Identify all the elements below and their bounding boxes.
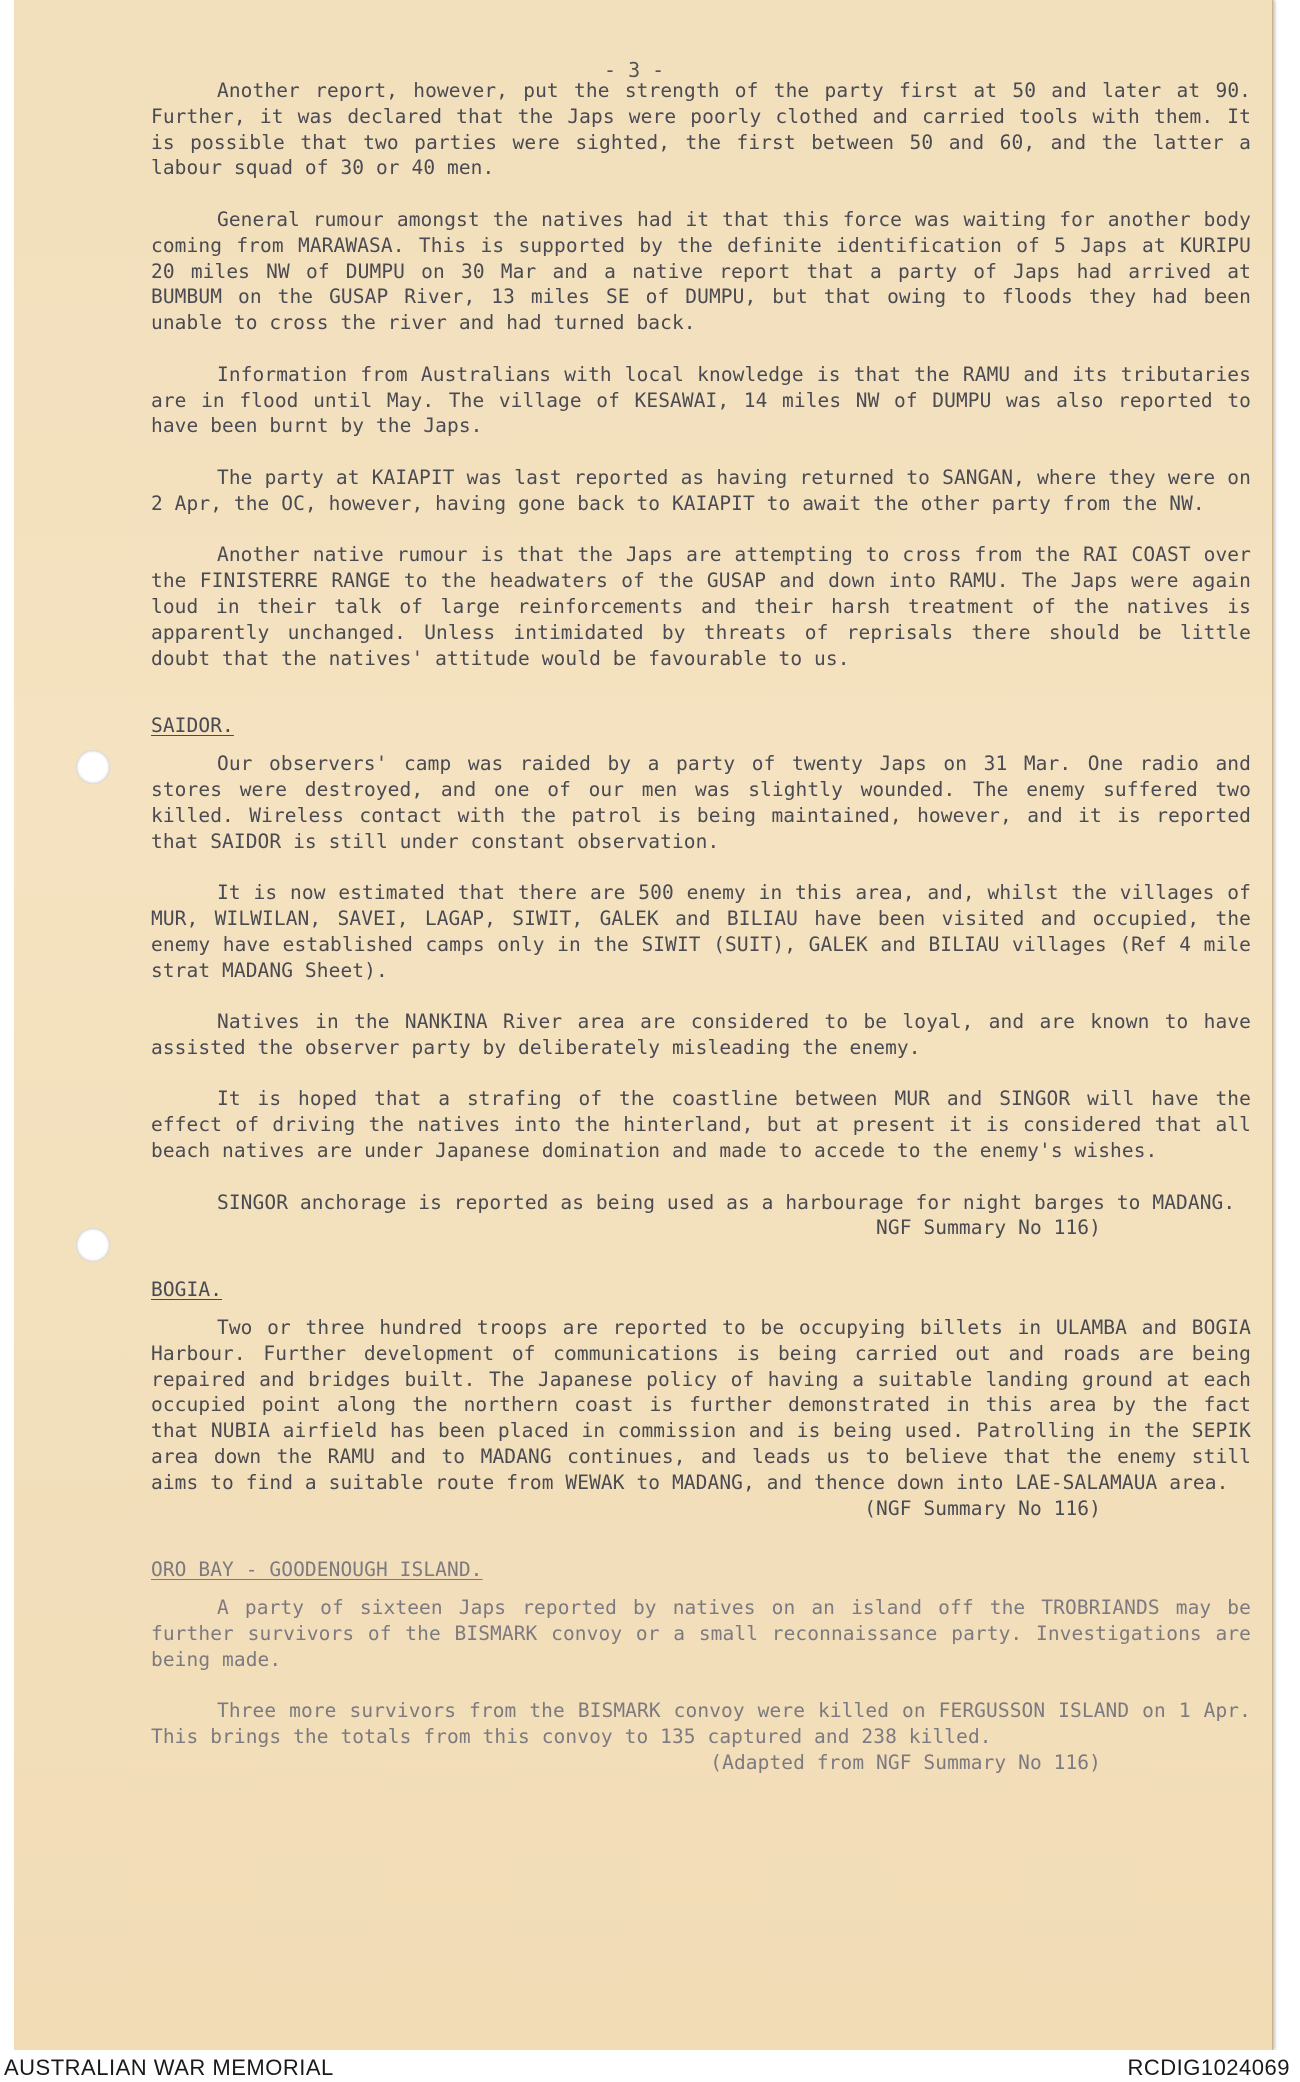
page-number: - 3 - xyxy=(604,58,665,82)
section-heading-saidor: SAIDOR. xyxy=(151,714,234,738)
paragraph-party-strength: Another report, however, put the strength of the party first at 50 and later at 90. Further, it was declared that the Japs were poorly clothed and carried tools with them. It is possible that two parties were sighted, the first between 50 and 60, and the latter a labour squad of 30 or 40 men. xyxy=(151,79,1251,180)
archive-name: AUSTRALIAN WAR MEMORIAL xyxy=(4,2055,334,2080)
paragraph-saidor-estimate: It is now estimated that there are 500 enemy in this area, and, whilst the villages of MUR, WILWILAN, SAVEI, LAGAP, SIWIT, GALEK and BILIAU have been visited and occupied, the enemy have established camps only in the SIWIT (SUIT), GALEK and BILIAU villages (Ref 4 mile strat MADANG Sheet). xyxy=(151,881,1251,982)
paragraph-general-rumour: General rumour amongst the natives had it that this force was waiting for another body coming from MARAWASA. This is supported by the definite identification of 5 Japs at KURIPU 20 miles NW of DUMPU on 30 Mar and a native report that a party of Japs had arrived at BUMBUM on the GUSAP River, 13 miles SE of DUMPU, but that owing to floods they had been unable to cross the river and had turned back. xyxy=(151,207,1251,335)
paragraph-saidor-raid: Our observers' camp was raided by a party of twenty Japs on 31 Mar. One radio and stores were destroyed, and one of our men was slightly wounded. The enemy suffered two killed. Wireless contact with the patrol is being maintained, however, and it is reported that SAIDOR is still under constant observation. xyxy=(151,752,1251,853)
punch-hole xyxy=(76,750,110,784)
paragraph-native-rumour: Another native rumour is that the Japs are attempting to cross from the RAI COAST over the FINISTERRE RANGE to the headwaters of the GUSAP and down into RAMU. The Japs were again loud in their talk of large reinforcements and their harsh treatment of the natives is apparently unchanged. Unless intimidated by threats of reprisals there should be little doubt that the natives' attitude would be favourable to us. xyxy=(151,543,1251,670)
document-body xyxy=(151,78,1251,1812)
section-bogia xyxy=(151,1277,1251,1521)
document-page xyxy=(14,0,1273,2050)
section-oro-bay xyxy=(151,1557,1251,1775)
paragraph-kaiapit-party: The party at KAIAPIT was last reported as having returned to SANGAN, where they were on 2 Apr, the OC, however, having gone back to KAIAPIT to await the other party from the NW. xyxy=(151,465,1251,515)
source-note-bogia: (NGF Summary No 116) xyxy=(864,1496,1101,1520)
paragraph-saidor-strafing: It is hoped that a strafing of the coastline between MUR and SINGOR will have the effect of driving the natives into the hinterland, but at present it is considered that all beach natives are under Japanese domination and made to accede to the enemy's wishes. xyxy=(151,1087,1251,1163)
archive-footer xyxy=(0,2050,1300,2082)
paragraph-oro-bay-survivors: Three more survivors from the BISMARK convoy were killed on FERGUSSON ISLAND on 1 Apr. This brings the totals from this convoy to 135 captured and 238 killed. xyxy=(151,1699,1251,1749)
section-heading-oro-bay: ORO BAY - GOODENOUGH ISLAND. xyxy=(151,1558,483,1582)
source-note-oro-bay: (Adapted from NGF Summary No 116) xyxy=(710,1751,1101,1775)
section-heading-bogia: BOGIA. xyxy=(151,1278,223,1302)
paragraph-saidor-nankina: Natives in the NANKINA River area are considered to be loyal, and are known to have assisted the observer party by deliberately misleading the enemy. xyxy=(151,1010,1251,1059)
paragraph-oro-bay-party: A party of sixteen Japs reported by natives on an island off the TROBRIANDS may be further survivors of the BISMARK convoy or a small reconnaissance party. Investigations are being made. xyxy=(151,1596,1251,1671)
paragraph-saidor-singor: SINGOR anchorage is reported as being used as a harbourage for night barges to MADANG. xyxy=(217,1190,1236,1214)
paragraph-ramu-flood: Information from Australians with local knowledge is that the RAMU and its tributaries are in flood until May. The village of KESAWAI, 14 miles NW of DUMPU was also reported to have been burnt by the Japs. xyxy=(151,362,1251,438)
section-saidor xyxy=(151,713,1251,1241)
source-note-saidor: NGF Summary No 116) xyxy=(876,1216,1101,1240)
archive-reference: RCDIG1024069 xyxy=(1127,2055,1290,2080)
punch-hole xyxy=(76,1228,110,1262)
paragraph-bogia-troops: Two or three hundred troops are reported to be occupying billets in ULAMBA and BOGIA Harbour. Further development of communications is being carried out and roads are being repaired and bridges built. The Japanese policy of having a suitable landing ground at each occupied point along the northern coast is further demonstrated in this area by the fact that NUBIA airfield has been placed in commission and is being used. Patrolling in the SEPIK area down the RAMU and to MADANG continues, and leads us to believe that the enemy still aims to find a suitable route from WEWAK to MADANG, and thence down into LAE-SALAMAUA area. xyxy=(151,1316,1251,1494)
